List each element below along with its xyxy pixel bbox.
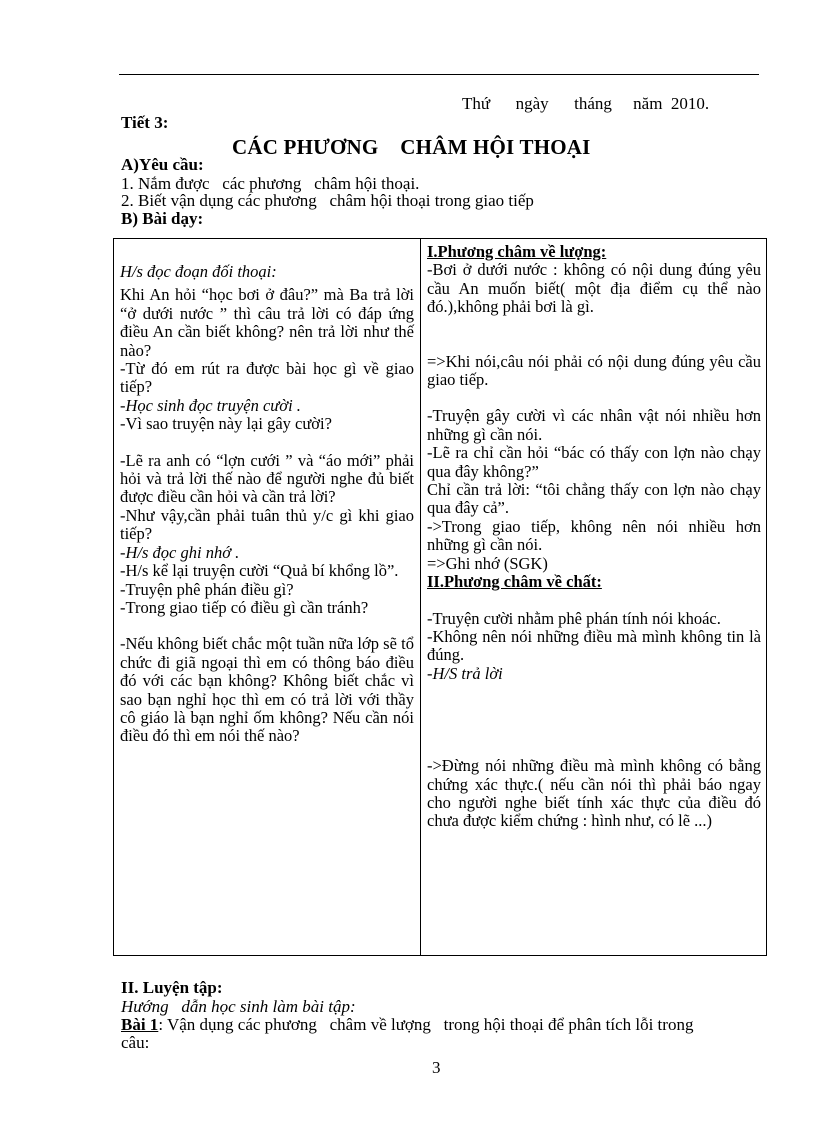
- requirement-item-2: 2. Biết vận dụng các phương châm hội thoại trong giao tiếp: [121, 191, 534, 210]
- student-column: [427, 239, 761, 831]
- lesson-heading: B) Bài dạy:: [121, 209, 204, 228]
- exercise-text: : Vận dụng các phương châm về lượng trong hội thoại để phân tích lỗi trong: [158, 1015, 694, 1034]
- right-text-1: -Bơi ở dưới nước : không có nội dung đúng yêu cầu An muốn biết( một địa điểm cụ thể nào đó.),không phải bơi là gì.: [427, 260, 761, 317]
- right-text-9: -Không nên nói những điều mà mình không tin là đúng.: [427, 626, 761, 665]
- requirements-heading: A)Yêu cầu:: [121, 155, 204, 174]
- left-text-9: -H/s kể lại truyện cười “Quả bí khổng lồ”.: [120, 561, 399, 581]
- right-text-2: =>Khi nói,câu nói phải có nội dung đúng yêu cầu giao tiếp.: [427, 351, 761, 390]
- right-text-11: ->Đừng nói những điều mà mình không có bằng chứng xác thực.( nếu cần nói thì phải báo ngay cho người nghe biết tính xác thực của điều đó chưa được kiểm chứng : hình như, có lẽ ...): [427, 756, 761, 831]
- left-text-10: -Truyện phê phán điều gì?: [120, 579, 294, 599]
- right-text-7: =>Ghi nhớ (SGK): [427, 553, 548, 573]
- left-text-5: -Vì sao truyện này lại gây cười?: [120, 414, 332, 434]
- lesson-table: [113, 238, 767, 956]
- header-rule: [119, 74, 759, 75]
- left-text-6: -Lẽ ra anh có “lợn cưới ” và “áo mới” phải hỏi và trả lời thế nào để người nghe đủ biết được điều cần hỏi và cần trả lời?: [120, 450, 414, 507]
- left-text-8: -H/s đọc ghi nhớ .: [120, 542, 240, 562]
- left-text-2: Khi An hỏi “học bơi ở đâu?” mà Ba trả lời “ở dưới nước ” thì câu trả lời có đáp ứng điều An cần biết không? nên trả lời như thế nào?: [120, 285, 414, 360]
- left-text-4: -Học sinh đọc truyện cười .: [120, 395, 301, 415]
- left-text-1: H/s đọc đoạn đối thoại:: [120, 262, 277, 281]
- quantity-maxim-heading: I.Phương châm về lượng:: [427, 242, 607, 261]
- left-text-7: -Như vậy,cần phải tuân thủ y/c gì khi giao tiếp?: [120, 505, 414, 544]
- table-divider: [420, 239, 421, 955]
- quality-maxim-heading: II.Phương châm về chất:: [427, 572, 602, 592]
- right-text-5: Chỉ cần trả lời: “tôi chẳng thấy con lợn nào chạy qua đây cả”.: [427, 480, 761, 518]
- date-line: Thứ ngày tháng năm 2010.: [462, 94, 710, 113]
- exercise-label: Bài 1: [121, 1015, 159, 1034]
- exercise-text-continued: câu:: [121, 1033, 150, 1052]
- exercise-line: [121, 1015, 693, 1034]
- page-title: CÁC PHƯƠNG CHÂM HỘI THOẠI: [232, 135, 591, 159]
- page-number: 3: [432, 1058, 441, 1077]
- period-label: Tiết 3:: [121, 113, 169, 132]
- right-text-8: -Truyện cười nhằm phê phán tính nói khoác.: [427, 608, 721, 628]
- right-text-10: -H/S trả lời: [427, 663, 503, 683]
- requirement-item-1: 1. Nắm được các phương châm hội thoại.: [121, 174, 420, 193]
- teacher-column: [120, 239, 414, 746]
- right-text-4: -Lẽ ra chỉ cần hỏi “bác có thấy con lợn nào chạy qua đây không?”: [427, 443, 761, 481]
- left-text-11: -Trong giao tiếp có điều gì cần tránh?: [120, 597, 369, 617]
- right-text-3: -Truyện gây cười vì các nhân vật nói nhiều hơn những gì cần nói.: [427, 406, 761, 444]
- practice-heading: II. Luyện tập:: [121, 978, 223, 997]
- practice-instruction: Hướng dẫn học sinh làm bài tập:: [121, 997, 356, 1016]
- right-text-6: ->Trong giao tiếp, không nên nói nhiều hơn những gì cần nói.: [427, 516, 761, 555]
- left-text-3: -Từ đó em rút ra được bài học gì về giao tiếp?: [120, 359, 414, 397]
- left-text-12: -Nếu không biết chắc một tuần nữa lớp sẽ tổ chức đi giã ngoại thì em có thông báo điều đó với các bạn không? Không biết chắc vì sao bạn nghỉ học thì em có trả lời với thầy cô giáo là bạn nghỉ ốm không? Nếu cần nói điều đó thì em nói thế nào?: [120, 634, 414, 746]
